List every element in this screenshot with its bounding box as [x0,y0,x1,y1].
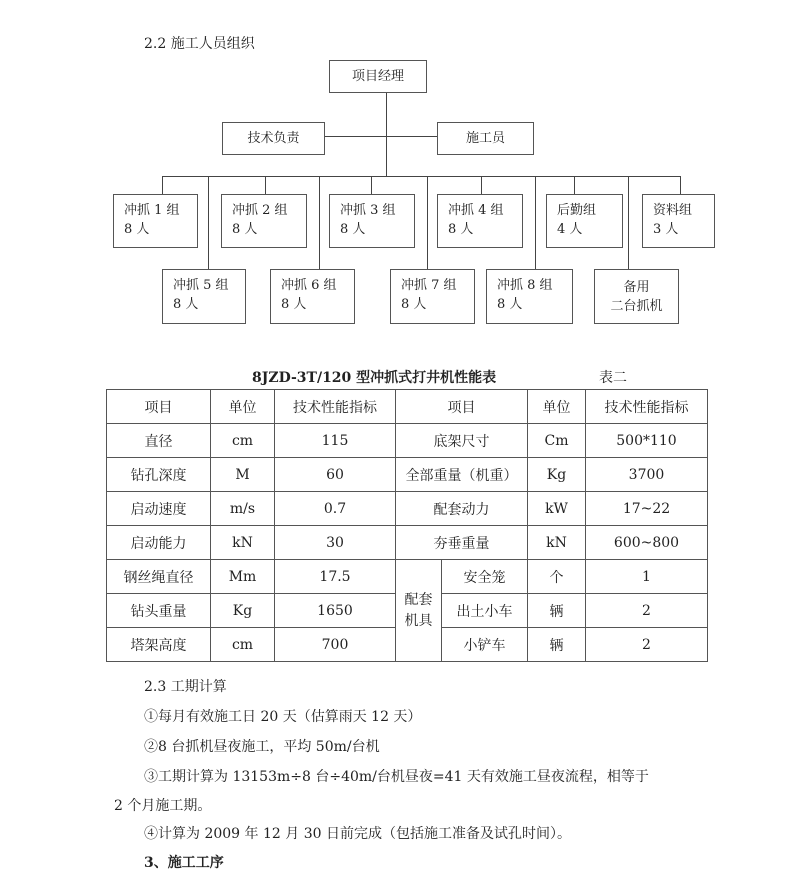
connector-line [481,176,482,195]
table-row [107,560,708,594]
table-label: 表二 [599,370,627,386]
table-cell: 塔架高度 [107,628,211,662]
org-node-team [221,194,307,248]
org-node-team [486,269,573,324]
table-cell: 钢丝绳直径 [107,560,211,594]
table-cell: 出土小车 [442,594,528,628]
table-header-row [107,390,708,424]
team-count: 3 人 [653,222,679,237]
table-group-label [396,560,442,662]
table-cell: Kg [528,458,586,492]
list-item: ③工期计算为 13153m÷8 台÷40m/台机昼夜=41 天有效施工昼夜流程，相等于 [144,769,649,785]
connector-line [208,176,209,269]
table-cell: Mm [211,560,275,594]
table-cell: 钻孔深度 [107,458,211,492]
org-node-team [113,194,198,248]
org-node-manager [329,60,427,93]
table-cell: 底架尺寸 [396,424,528,458]
team-name: 冲抓 8 组 [497,278,553,293]
team-count: 8 人 [281,297,307,312]
team-count: 8 人 [124,222,150,237]
org-node-label: 技术负责 [247,131,300,146]
table-cell: 0.7 [275,492,396,526]
table-cell: 30 [275,526,396,560]
connector-line [162,176,681,177]
table-cell: 全部重量（机重） [396,458,528,492]
table-cell: 60 [275,458,396,492]
org-node-team [546,194,623,248]
table-row [107,458,708,492]
table-cell: 17~22 [586,492,708,526]
table-header: 技术性能指标 [586,390,708,424]
org-node-team [390,269,475,324]
team-count: 4 人 [557,222,583,237]
table-cell: kN [528,526,586,560]
table-cell: 700 [275,628,396,662]
table-header: 项目 [396,390,528,424]
connector-line [319,176,320,269]
group-label-line: 配套 [404,591,433,608]
table-cell: cm [211,628,275,662]
table-title: 8JZD-3T/120 型冲抓式打井机性能表 [252,370,497,386]
team-name: 冲抓 1 组 [124,203,180,218]
table-cell: 个 [528,560,586,594]
table-cell: 115 [275,424,396,458]
table-cell: 安全笼 [442,560,528,594]
table-cell: M [211,458,275,492]
connector-line [535,176,536,269]
org-node-team [642,194,715,248]
list-item: ①每月有效施工日 20 天（估算雨天 12 天） [144,709,422,725]
table-header: 单位 [528,390,586,424]
org-node-team [270,269,355,324]
table-cell: Cm [528,424,586,458]
team-count: 二台抓机 [610,298,663,314]
org-node-team [162,269,246,324]
team-count: 8 人 [448,222,474,237]
connector-line [162,176,163,195]
table-header: 项目 [107,390,211,424]
list-item: ②8 台抓机昼夜施工，平均 50m/台机 [144,739,380,755]
table-cell: 启动能力 [107,526,211,560]
team-count: 8 人 [232,222,258,237]
org-node-label: 施工员 [465,131,505,146]
table-cell: 17.5 [275,560,396,594]
team-count: 8 人 [340,222,366,237]
team-count: 8 人 [401,297,427,312]
connector-line [628,176,629,269]
table-row [107,526,708,560]
table-cell: cm [211,424,275,458]
list-item: ④计算为 2009 年 12 月 30 日前完成（包括施工准备及试孔时间）。 [144,826,571,842]
table-header: 单位 [211,390,275,424]
team-name: 冲抓 7 组 [401,278,457,293]
table-row [107,424,708,458]
table-cell: 2 [586,594,708,628]
connector-line [325,136,438,137]
team-name: 后勤组 [557,203,597,218]
team-name: 冲抓 6 组 [281,278,337,293]
table-cell: 钻头重量 [107,594,211,628]
connector-line [427,176,428,269]
table-cell: 夯垂重量 [396,526,528,560]
connector-line [574,176,575,195]
section-heading-2-2: 2.2 施工人员组织 [144,36,255,52]
table-cell: 2 [586,628,708,662]
list-item-continuation: 2 个月施工期。 [114,798,212,814]
performance-table [106,389,708,662]
team-name: 备用 [623,279,650,295]
connector-line [680,176,681,195]
team-name: 资料组 [653,203,693,218]
section-heading-3: 3、施工工序 [144,855,224,871]
table-cell: 辆 [528,594,586,628]
team-name: 冲抓 5 组 [173,278,229,293]
table-cell: 小铲车 [442,628,528,662]
table-cell: 500*110 [586,424,708,458]
table-header: 技术性能指标 [275,390,396,424]
section-heading-2-3: 2.3 工期计算 [144,679,227,695]
connector-line [386,92,387,136]
table-cell: 配套动力 [396,492,528,526]
team-count: 8 人 [173,297,199,312]
connector-line [371,176,372,195]
table-cell: m/s [211,492,275,526]
team-count: 8 人 [497,297,523,312]
team-name: 冲抓 4 组 [448,203,504,218]
table-cell: 1650 [275,594,396,628]
org-node-reserve [594,269,679,324]
table-cell: kW [528,492,586,526]
org-node-team [437,194,523,248]
org-node-tech-lead [222,122,325,155]
org-node-label: 项目经理 [351,69,404,84]
org-node-team [329,194,415,248]
table-cell: 600~800 [586,526,708,560]
connector-line [386,136,387,177]
team-name: 冲抓 3 组 [340,203,396,218]
table-row [107,492,708,526]
table-cell: 辆 [528,628,586,662]
org-node-constructor [437,122,534,155]
table-cell: Kg [211,594,275,628]
connector-line [265,176,266,195]
table-cell: 直径 [107,424,211,458]
table-cell: 3700 [586,458,708,492]
group-label-line: 机具 [404,612,433,629]
table-cell: 1 [586,560,708,594]
table-cell: 启动速度 [107,492,211,526]
team-name: 冲抓 2 组 [232,203,288,218]
table-cell: kN [211,526,275,560]
